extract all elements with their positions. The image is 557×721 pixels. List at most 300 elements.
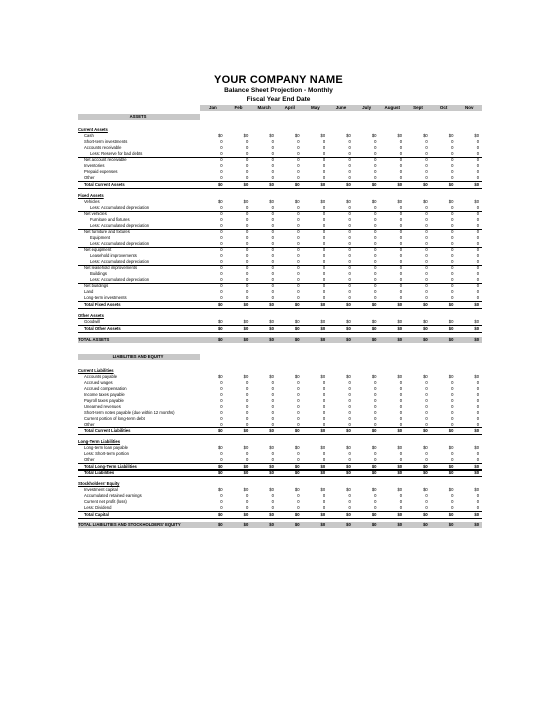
- report-subtitle: Balance Sheet Projection - Monthly: [224, 87, 333, 94]
- value-cell: $0: [448, 374, 454, 379]
- value-cell: 0: [348, 229, 351, 234]
- row-values: [200, 265, 482, 271]
- row-values: [200, 139, 482, 145]
- value-cell: 0: [297, 289, 300, 294]
- value-cell: 0: [476, 505, 480, 510]
- value-cell: $0: [346, 302, 351, 307]
- table-row: [78, 487, 482, 493]
- value-cell: $0: [243, 302, 249, 307]
- row-label: Less: Accumulated depreciation: [90, 241, 150, 246]
- section-heading: [78, 193, 482, 199]
- value-cell: 0: [374, 163, 377, 168]
- value-cell: 0: [245, 398, 249, 403]
- value-cell: 0: [322, 265, 326, 270]
- table-row: [78, 295, 482, 301]
- row-label: Goodwill: [84, 319, 101, 324]
- value-cell: 0: [425, 265, 428, 270]
- value-cell: 0: [348, 235, 351, 240]
- value-cell: 0: [374, 493, 377, 498]
- value-cell: 0: [451, 163, 454, 168]
- value-cell: 0: [245, 392, 249, 397]
- row-values: [200, 445, 482, 451]
- value-cell: $0: [269, 337, 274, 342]
- value-cell: $0: [294, 326, 300, 331]
- value-cell: $0: [371, 133, 377, 138]
- section-heading: [78, 127, 482, 133]
- value-cell: $0: [423, 302, 428, 307]
- value-cell: $0: [243, 470, 249, 475]
- row-label: Prepaid expenses: [84, 169, 118, 174]
- value-cell: 0: [245, 223, 249, 228]
- value-cell: 0: [374, 271, 377, 276]
- value-cell: 0: [297, 247, 300, 252]
- month-header-oct: Oct: [439, 105, 448, 110]
- value-cell: $0: [243, 512, 249, 517]
- row-label: Short-term investments: [84, 139, 128, 144]
- table-row: [78, 427, 482, 435]
- value-cell: 0: [245, 229, 249, 234]
- value-cell: $0: [269, 464, 274, 469]
- value-cell: 0: [476, 410, 480, 415]
- value-cell: 0: [297, 283, 300, 288]
- value-cell: 0: [220, 139, 223, 144]
- month-header-may: May: [311, 105, 320, 110]
- value-cell: 0: [348, 253, 351, 258]
- value-cell: 0: [348, 416, 351, 421]
- value-cell: 0: [297, 410, 300, 415]
- value-cell: 0: [476, 163, 480, 168]
- value-cell: $0: [320, 512, 326, 517]
- table-row: [78, 163, 482, 169]
- value-cell: $0: [346, 470, 351, 475]
- row-values: [200, 205, 482, 211]
- section-band: [78, 114, 200, 120]
- table-row: [78, 416, 482, 422]
- row-values: [200, 398, 482, 404]
- value-cell: 0: [374, 451, 377, 456]
- row-values: [200, 380, 482, 386]
- value-cell: 0: [220, 386, 223, 391]
- value-cell: 0: [451, 151, 454, 156]
- value-cell: 0: [476, 157, 480, 162]
- row-values: [200, 451, 482, 457]
- value-cell: 0: [451, 410, 454, 415]
- value-cell: 0: [476, 422, 480, 427]
- value-cell: $0: [371, 182, 377, 187]
- value-cell: 0: [374, 499, 377, 504]
- value-cell: 0: [322, 493, 326, 498]
- value-cell: $0: [346, 319, 351, 324]
- row-label: Net account receivable: [84, 157, 127, 162]
- value-cell: 0: [425, 380, 428, 385]
- value-cell: 0: [348, 457, 351, 462]
- value-cell: 0: [245, 151, 249, 156]
- value-cell: 0: [374, 235, 377, 240]
- value-cell: 0: [245, 505, 249, 510]
- value-cell: $0: [474, 470, 480, 475]
- table-row: [78, 499, 482, 505]
- value-cell: 0: [322, 157, 326, 162]
- month-header-sept: Sept: [413, 105, 423, 110]
- value-cell: $0: [243, 464, 249, 469]
- value-cell: 0: [322, 289, 326, 294]
- row-label: Net leasehold improvements: [84, 265, 138, 270]
- row-values: [200, 223, 482, 229]
- value-cell: 0: [425, 457, 428, 462]
- value-cell: $0: [397, 470, 403, 475]
- table-row: [78, 319, 482, 325]
- table-row: [78, 392, 482, 398]
- value-cell: 0: [451, 223, 454, 228]
- value-cell: 0: [220, 175, 223, 180]
- row-label: Buildings: [90, 271, 107, 276]
- value-cell: 0: [374, 259, 377, 264]
- table-row: [78, 247, 482, 253]
- value-cell: 0: [297, 229, 300, 234]
- value-cell: 0: [271, 416, 274, 421]
- value-cell: 0: [399, 410, 403, 415]
- value-cell: 0: [220, 259, 223, 264]
- value-cell: 0: [322, 380, 326, 385]
- value-cell: 0: [271, 151, 274, 156]
- value-cell: 0: [297, 265, 300, 270]
- value-cell: 0: [322, 223, 326, 228]
- value-cell: 0: [271, 223, 274, 228]
- value-cell: $0: [423, 374, 428, 379]
- row-values: [200, 289, 482, 295]
- value-cell: $0: [320, 326, 326, 331]
- value-cell: 0: [271, 259, 274, 264]
- value-cell: 0: [348, 499, 351, 504]
- value-cell: 0: [322, 295, 326, 300]
- value-cell: 0: [348, 145, 351, 150]
- table-row: [78, 451, 482, 457]
- value-cell: 0: [245, 404, 249, 409]
- value-cell: 0: [374, 392, 377, 397]
- table-row: [78, 133, 482, 139]
- value-cell: 0: [374, 410, 377, 415]
- value-cell: 0: [425, 169, 428, 174]
- value-cell: $0: [397, 464, 403, 469]
- value-cell: 0: [220, 422, 223, 427]
- table-row: [78, 169, 482, 175]
- row-label: Fixed Assets: [78, 193, 104, 198]
- value-cell: 0: [322, 451, 326, 456]
- value-cell: 0: [348, 283, 351, 288]
- value-cell: 0: [476, 205, 480, 210]
- value-cell: 0: [322, 139, 326, 144]
- value-cell: 0: [425, 247, 428, 252]
- value-cell: 0: [271, 457, 274, 462]
- value-cell: 0: [322, 163, 326, 168]
- value-cell: 0: [476, 493, 480, 498]
- value-cell: $0: [320, 464, 326, 469]
- value-cell: 0: [297, 217, 300, 222]
- value-cell: 0: [220, 241, 223, 246]
- value-cell: 0: [322, 205, 326, 210]
- section-heading: [78, 481, 482, 487]
- value-cell: $0: [243, 374, 249, 379]
- row-values: [200, 337, 482, 343]
- value-cell: $0: [243, 326, 249, 331]
- value-cell: 0: [348, 493, 351, 498]
- table-row: [78, 265, 482, 271]
- value-cell: 0: [245, 241, 249, 246]
- value-cell: 0: [451, 499, 454, 504]
- value-cell: 0: [374, 169, 377, 174]
- value-cell: 0: [425, 163, 428, 168]
- value-cell: $0: [269, 182, 274, 187]
- value-cell: 0: [271, 505, 274, 510]
- value-cell: $0: [346, 512, 351, 517]
- value-cell: $0: [269, 302, 274, 307]
- value-cell: 0: [245, 205, 249, 210]
- value-cell: 0: [348, 295, 351, 300]
- value-cell: 0: [348, 151, 351, 156]
- value-cell: 0: [220, 271, 223, 276]
- value-cell: 0: [425, 259, 428, 264]
- value-cell: $0: [320, 337, 326, 342]
- value-cell: 0: [220, 205, 223, 210]
- value-cell: $0: [320, 522, 326, 527]
- value-cell: $0: [448, 470, 454, 475]
- value-cell: 0: [322, 217, 326, 222]
- table-row: [78, 325, 482, 333]
- value-cell: 0: [271, 386, 274, 391]
- value-cell: $0: [474, 522, 480, 527]
- value-cell: 0: [245, 217, 249, 222]
- value-cell: $0: [423, 428, 428, 433]
- value-cell: 0: [476, 175, 480, 180]
- value-cell: 0: [322, 398, 326, 403]
- value-cell: 0: [374, 398, 377, 403]
- value-cell: 0: [374, 223, 377, 228]
- row-label: TOTAL ASSETS: [78, 337, 110, 342]
- value-cell: 0: [374, 241, 377, 246]
- value-cell: 0: [245, 499, 249, 504]
- value-cell: 0: [322, 145, 326, 150]
- row-label: Total Liabilities: [84, 470, 115, 475]
- value-cell: $0: [320, 302, 326, 307]
- value-cell: 0: [271, 410, 274, 415]
- value-cell: 0: [425, 283, 428, 288]
- value-cell: 0: [425, 404, 428, 409]
- value-cell: $0: [397, 487, 403, 492]
- value-cell: $0: [346, 337, 351, 342]
- value-cell: 0: [374, 505, 377, 510]
- value-cell: 0: [220, 277, 223, 282]
- row-label: Land: [84, 289, 94, 294]
- value-cell: 0: [451, 295, 454, 300]
- month-header-august: August: [384, 105, 401, 110]
- value-cell: 0: [425, 505, 428, 510]
- value-cell: $0: [320, 487, 326, 492]
- value-cell: 0: [451, 217, 454, 222]
- row-label: Vehicles: [84, 199, 100, 204]
- row-label: Less: Short-term portion: [84, 451, 129, 456]
- table-row: [78, 410, 482, 416]
- value-cell: $0: [294, 337, 300, 342]
- value-cell: 0: [245, 145, 249, 150]
- value-cell: 0: [322, 457, 326, 462]
- value-cell: 0: [425, 277, 428, 282]
- row-values: [200, 145, 482, 151]
- value-cell: 0: [271, 493, 274, 498]
- value-cell: $0: [423, 445, 428, 450]
- value-cell: 0: [220, 416, 223, 421]
- value-cell: 0: [220, 493, 223, 498]
- value-cell: $0: [346, 487, 351, 492]
- value-cell: $0: [448, 487, 454, 492]
- value-cell: 0: [425, 271, 428, 276]
- value-cell: $0: [217, 512, 223, 517]
- value-cell: 0: [374, 416, 377, 421]
- value-cell: 0: [245, 271, 249, 276]
- value-cell: 0: [245, 163, 249, 168]
- value-cell: $0: [346, 522, 351, 527]
- table-row: [78, 398, 482, 404]
- value-cell: 0: [476, 457, 480, 462]
- row-values: [200, 493, 482, 499]
- row-values: [200, 235, 482, 241]
- value-cell: 0: [322, 241, 326, 246]
- value-cell: 0: [271, 404, 274, 409]
- value-cell: 0: [220, 217, 223, 222]
- value-cell: 0: [297, 277, 300, 282]
- value-cell: 0: [245, 175, 249, 180]
- row-label: Total Other Assets: [84, 326, 121, 331]
- row-values: [200, 199, 482, 205]
- value-cell: 0: [451, 505, 454, 510]
- value-cell: $0: [217, 326, 223, 331]
- value-cell: 0: [271, 289, 274, 294]
- value-cell: $0: [269, 428, 274, 433]
- row-label: Less: Dividend: [84, 505, 112, 510]
- row-values: [200, 151, 482, 157]
- value-cell: 0: [220, 223, 223, 228]
- value-cell: $0: [217, 302, 223, 307]
- month-header-jan: Jan: [208, 105, 217, 110]
- value-cell: 0: [297, 211, 300, 216]
- value-cell: $0: [474, 428, 480, 433]
- value-cell: 0: [476, 499, 480, 504]
- value-cell: 0: [399, 217, 403, 222]
- value-cell: 0: [451, 289, 454, 294]
- value-cell: $0: [423, 133, 428, 138]
- value-cell: 0: [476, 289, 480, 294]
- value-cell: 0: [297, 451, 300, 456]
- value-cell: 0: [425, 145, 428, 150]
- month-header-feb: Feb: [234, 105, 243, 110]
- value-cell: 0: [271, 205, 274, 210]
- table-row: [78, 404, 482, 410]
- value-cell: 0: [399, 235, 403, 240]
- value-cell: 0: [245, 157, 249, 162]
- value-cell: 0: [399, 451, 403, 456]
- row-label: Current net profit (loss): [84, 499, 127, 504]
- value-cell: 0: [374, 295, 377, 300]
- row-values: [200, 229, 482, 235]
- row-values: [200, 416, 482, 422]
- value-cell: $0: [371, 302, 377, 307]
- value-cell: 0: [348, 410, 351, 415]
- row-label: Furniture and fixtures: [90, 217, 130, 222]
- table-row: [78, 283, 482, 289]
- value-cell: $0: [346, 374, 351, 379]
- value-cell: $0: [269, 522, 274, 527]
- table-row: [78, 175, 482, 181]
- value-cell: 0: [322, 211, 326, 216]
- value-cell: 0: [220, 169, 223, 174]
- value-cell: 0: [220, 211, 223, 216]
- value-cell: 0: [348, 223, 351, 228]
- row-label: Less: Accumulated depreciation: [90, 259, 150, 264]
- value-cell: 0: [425, 392, 428, 397]
- value-cell: 0: [220, 229, 223, 234]
- value-cell: 0: [374, 253, 377, 258]
- value-cell: 0: [348, 392, 351, 397]
- value-cell: $0: [320, 319, 326, 324]
- value-cell: 0: [271, 392, 274, 397]
- value-cell: 0: [451, 253, 454, 258]
- value-cell: 0: [451, 283, 454, 288]
- value-cell: 0: [322, 505, 326, 510]
- value-cell: $0: [346, 199, 351, 204]
- value-cell: 0: [425, 499, 428, 504]
- value-cell: 0: [399, 457, 403, 462]
- value-cell: 0: [245, 169, 249, 174]
- month-header-march: March: [257, 105, 271, 110]
- value-cell: 0: [476, 283, 480, 288]
- row-label: Inventories: [84, 163, 105, 168]
- row-values: [200, 374, 482, 380]
- value-cell: 0: [374, 277, 377, 282]
- value-cell: 0: [399, 211, 403, 216]
- value-cell: $0: [243, 319, 249, 324]
- value-cell: $0: [269, 133, 274, 138]
- value-cell: 0: [425, 253, 428, 258]
- value-cell: 0: [399, 169, 403, 174]
- value-cell: 0: [297, 151, 300, 156]
- value-cell: $0: [397, 337, 403, 342]
- row-label: Net equipment: [84, 247, 112, 252]
- row-label: Leasehold improvements: [90, 253, 137, 258]
- value-cell: 0: [476, 145, 480, 150]
- value-cell: $0: [217, 374, 223, 379]
- row-label: Total Current Assets: [84, 182, 125, 187]
- value-cell: $0: [269, 319, 274, 324]
- value-cell: 0: [374, 283, 377, 288]
- value-cell: $0: [474, 199, 480, 204]
- value-cell: $0: [294, 445, 300, 450]
- value-cell: 0: [245, 211, 249, 216]
- value-cell: 0: [451, 229, 454, 234]
- value-cell: 0: [297, 235, 300, 240]
- value-cell: 0: [297, 398, 300, 403]
- value-cell: 0: [245, 295, 249, 300]
- section-heading: [78, 439, 482, 445]
- row-label: Total Fixed Assets: [84, 302, 121, 307]
- value-cell: $0: [371, 428, 377, 433]
- value-cell: $0: [243, 182, 249, 187]
- row-label: Equipment: [90, 235, 111, 240]
- row-label: Total Current Liabilities: [84, 428, 131, 433]
- value-cell: 0: [220, 392, 223, 397]
- value-cell: 0: [399, 145, 403, 150]
- value-cell: 0: [476, 139, 480, 144]
- table-row: [78, 337, 482, 343]
- value-cell: $0: [371, 319, 377, 324]
